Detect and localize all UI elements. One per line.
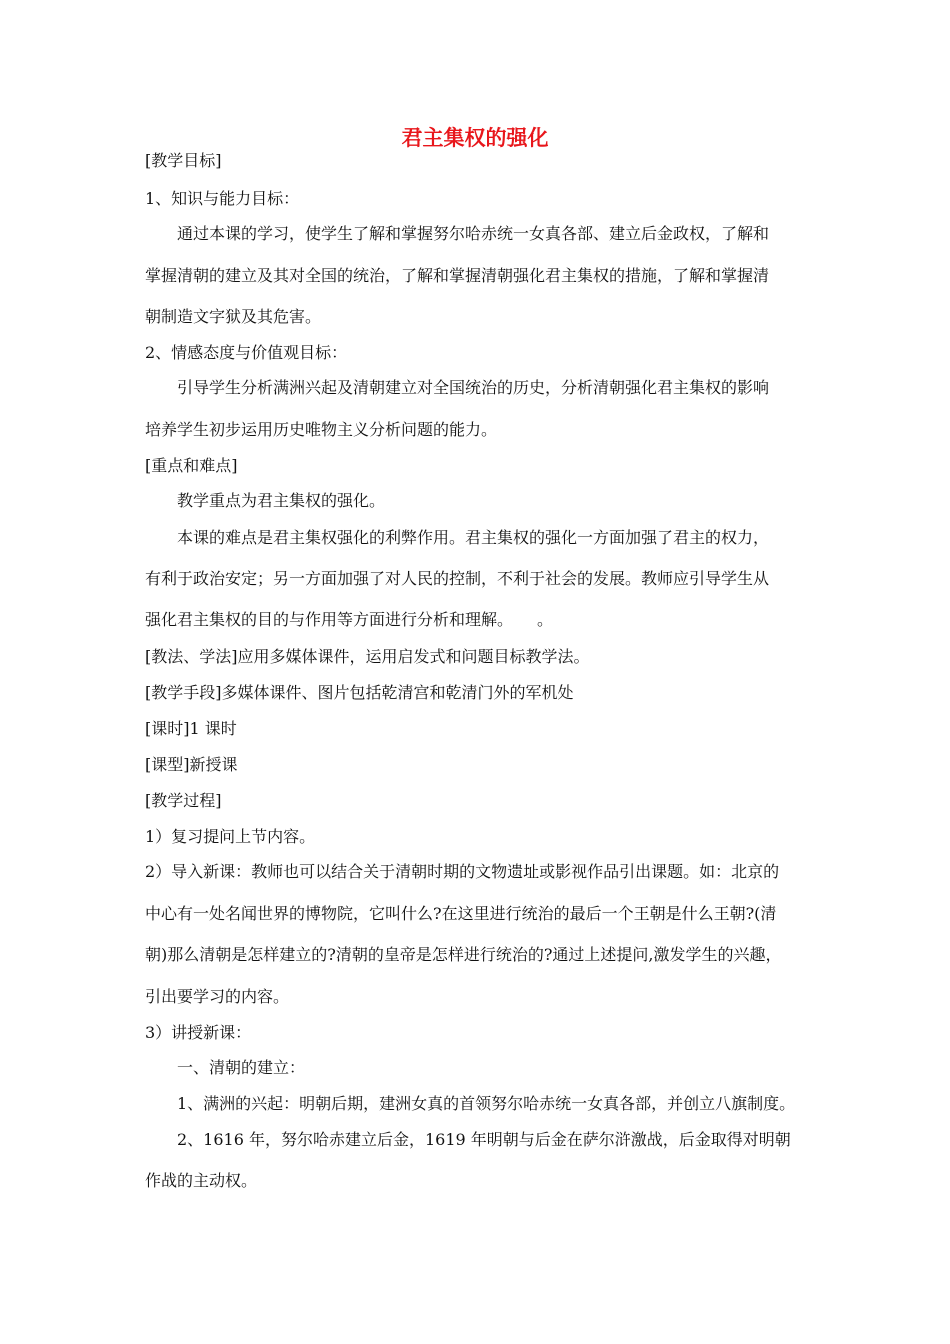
document-title: 君主集权的强化 — [401, 126, 549, 150]
process-step: 3）讲授新课： — [145, 1023, 252, 1042]
paragraph-line: 作战的主动权。 — [145, 1171, 258, 1190]
section-lesson-type: [课型]新授课 — [145, 755, 238, 774]
paragraph-line: 强化君主集权的目的与作用等方面进行分析和理解。 。 — [145, 610, 554, 629]
paragraph-line: 教学重点为君主集权的强化。 — [177, 491, 386, 510]
paragraph-line: 有利于政治安定；另一方面加强了对人民的控制，不利于社会的发展。教师应引导学生从 — [145, 569, 770, 588]
paragraph-line: 朝制造文字狱及其危害。 — [145, 307, 322, 326]
paragraph-line: 引导学生分析满洲兴起及清朝建立对全国统治的历史，分析清朝强化君主集权的影响 — [177, 378, 770, 397]
paragraph-line: 2、1616 年，努尔哈赤建立后金，1619 年明朝与后金在萨尔浒激战，后金取得对明朝 — [177, 1130, 791, 1149]
paragraph-line: 通过本课的学习，使学生了解和掌握努尔哈赤统一女真各部、建立后金政权，了解和 — [177, 224, 770, 243]
subheading-knowledge-ability: 1、知识与能力目标： — [145, 189, 300, 208]
section-class-hours: [课时]1 课时 — [145, 719, 237, 738]
paragraph-line: 本课的难点是君主集权强化的利弊作用。君主集权的强化一方面加强了君主的权力， — [177, 528, 770, 547]
process-step: 1）复习提问上节内容。 — [145, 827, 316, 846]
section-teaching-methods: [教法、学法]应用多媒体课件，运用启发式和问题目标教学法。 — [145, 647, 590, 666]
paragraph-line: 引出要学习的内容。 — [145, 987, 290, 1006]
section-heading-process: [教学过程] — [145, 791, 222, 810]
process-step: 2）导入新课：教师也可以结合关于清朝时期的文物遗址或影视作品引出课题。如：北京的 — [145, 862, 780, 881]
subheading-attitude-values: 2、情感态度与价值观目标： — [145, 343, 348, 362]
paragraph-line: 掌握清朝的建立及其对全国的统治，了解和掌握清朝强化君主集权的措施，了解和掌握清 — [145, 266, 770, 285]
paragraph-line: 培养学生初步运用历史唯物主义分析问题的能力。 — [145, 420, 498, 439]
section-teaching-means: [教学手段]多媒体课件、图片包括乾清宫和乾清门外的军机处 — [145, 683, 574, 702]
section-heading-objectives: [教学目标] — [145, 151, 222, 170]
section-heading-key-points: [重点和难点] — [145, 456, 238, 475]
subsection-heading: 一、清朝的建立： — [177, 1058, 306, 1077]
paragraph-line: 朝)那么清朝是怎样建立的?清朝的皇帝是怎样进行统治的?通过上述提问,激发学生的兴趣， — [145, 945, 782, 964]
paragraph-line: 1、满洲的兴起：明朝后期，建洲女真的首领努尔哈赤统一女真各部，并创立八旗制度。 — [177, 1094, 796, 1113]
paragraph-line: 中心有一处名闻世界的博物院，它叫什么?在这里进行统治的最后一个王朝是什么王朝?(清 — [145, 904, 777, 923]
